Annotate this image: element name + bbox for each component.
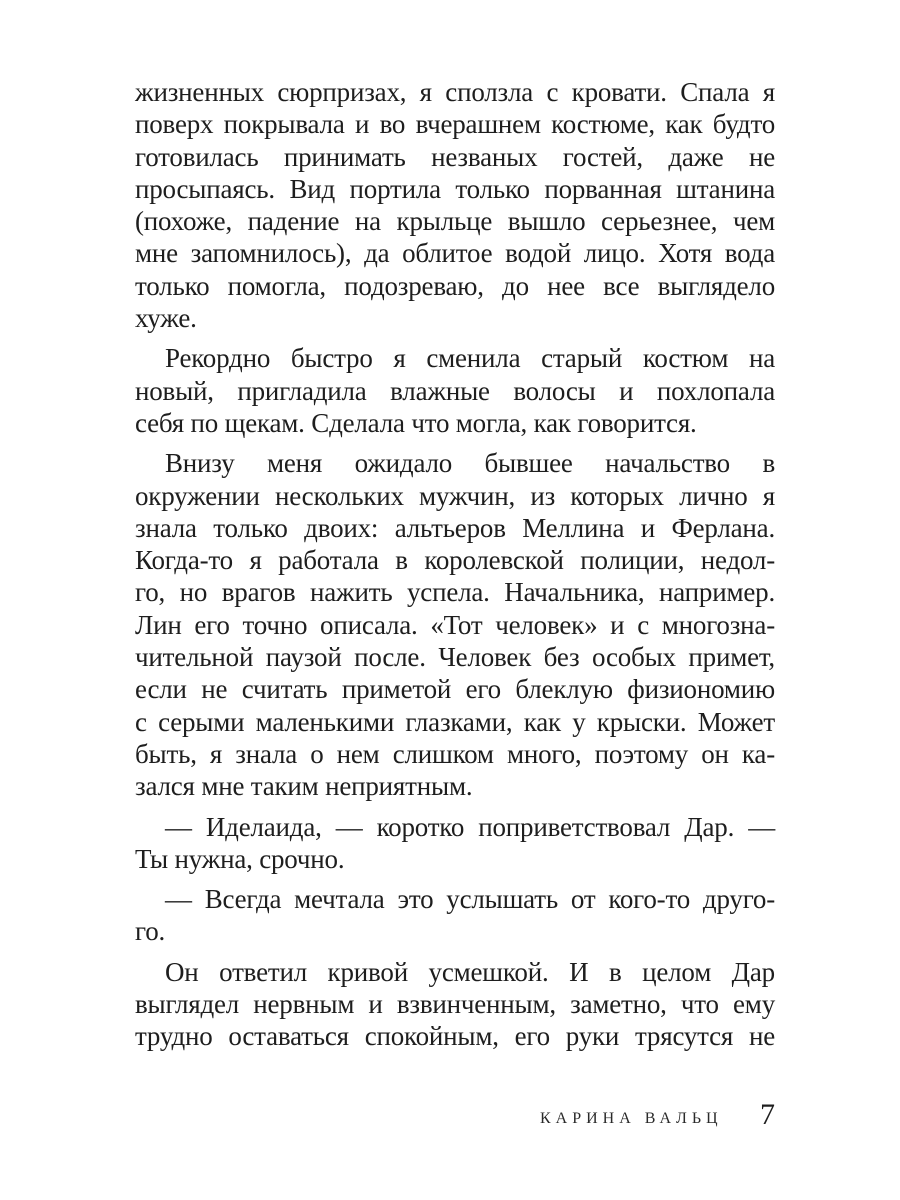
text-line: выглядел нервным и взвинченным, заметно, что ему [135, 989, 775, 1020]
text-line: поверх покрывала и во вчерашнем костюме, как будто [135, 109, 775, 140]
paragraph [135, 76, 775, 334]
text-line: — Иделаида, — коротко поприветствовал Дар. — [165, 811, 775, 842]
text-line: го, но врагов нажить успела. Начальника, например. [135, 577, 775, 608]
text-line: просыпаясь. Вид портила только порванная штанина [135, 173, 775, 204]
text-line: го. [135, 916, 166, 947]
text-line: окружении нескольких мужчин, из которых лично я [135, 480, 775, 511]
running-head-author: КАРИНА ВАЛЬЦ [540, 1110, 723, 1127]
paragraph [135, 811, 775, 876]
text-line: новый, пригладила влажные волосы и похлопала [135, 375, 775, 406]
text-line: Лин его точно описала. «Тот человек» и с многозна- [135, 609, 775, 640]
text-line: с серыми маленькими глазками, как у крыски. Может [135, 706, 775, 737]
text-line: Рекордно быстро я сменила старый костюм на [165, 343, 775, 374]
text-line: — Всегда мечтала это услышать от кого-то друго- [165, 884, 775, 915]
text-line: знала только двоих: альтьеров Меллина и Ферлана. [135, 512, 775, 543]
text-line: себя по щекам. Сделала что могла, как говорится. [135, 407, 697, 438]
text-line: быть, я знала о нем слишком много, поэтому он ка- [135, 738, 775, 769]
page-body [135, 76, 775, 1061]
text-line: зался мне таким неприятным. [135, 771, 473, 802]
text-line: (похоже, падение на крыльце вышло серьезнее, чем [135, 206, 775, 237]
text-line: если не считать приметой его блеклую физиономию [135, 674, 775, 705]
text-line: хуже. [135, 303, 197, 334]
paragraph [135, 956, 775, 1053]
text-line: чительной паузой после. Человек без особых примет, [135, 642, 775, 673]
text-line: только помогла, подозреваю, до нее все выглядело [135, 270, 775, 301]
paragraph [135, 883, 775, 948]
paragraph [135, 342, 775, 439]
text-line: жизненных сюрпризах, я сползла с кровати. Спала я [135, 77, 775, 107]
page-footer [0, 1098, 900, 1138]
text-line: Когда-то я работала в королевской полиции, недол- [135, 545, 775, 576]
text-line: Ты нужна, срочно. [135, 843, 345, 874]
paragraph [135, 447, 775, 802]
text-line: Внизу меня ожидало бывшее начальство в [165, 448, 775, 479]
text-line: мне запомнилось), да облитое водой лицо. Хотя вода [135, 238, 775, 269]
text-line: готовилась принимать незваных гостей, даже не [135, 141, 775, 172]
text-line: Он ответил кривой усмешкой. И в целом Дар [165, 956, 775, 987]
text-line: трудно оставаться спокойным, его руки трясутся не [135, 1021, 775, 1052]
page-number: 7 [760, 1098, 775, 1131]
